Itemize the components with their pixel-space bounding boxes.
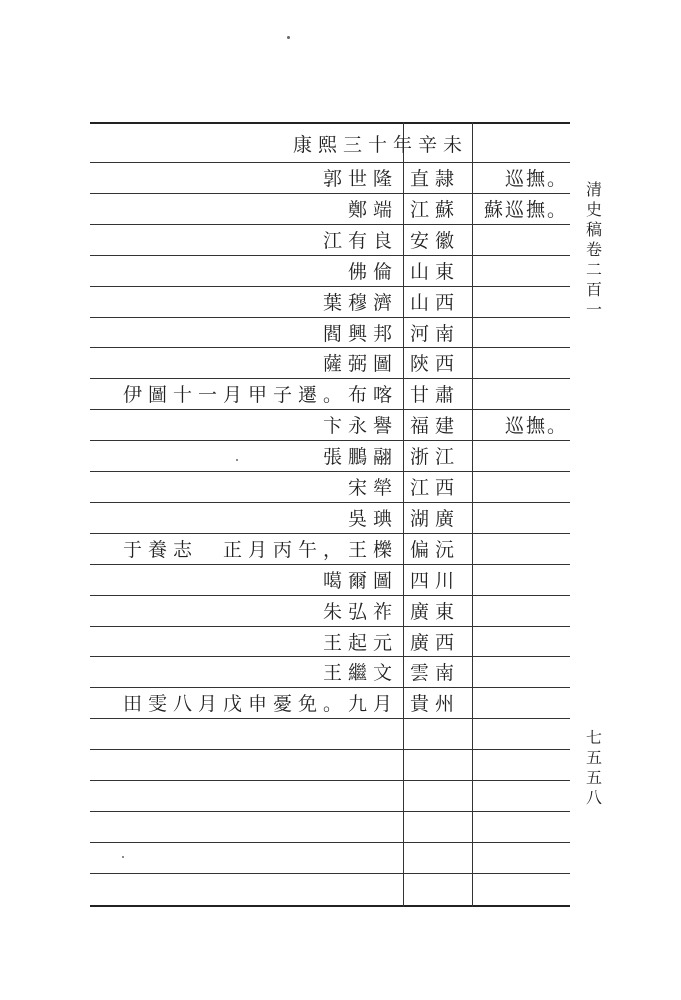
row-rule	[90, 749, 570, 750]
province-cell: 浙江	[410, 445, 461, 468]
province-cell: 廣東	[410, 600, 461, 623]
office-cell: 巡撫。	[504, 414, 568, 437]
office-cell	[476, 255, 568, 285]
bottom-rule	[90, 905, 570, 907]
province-cell: 山西	[410, 291, 461, 314]
margin-book-title: 清史稿卷二百一	[585, 180, 602, 319]
office-cell	[476, 378, 568, 408]
scan-speck	[236, 459, 238, 461]
official-cell: 閻興邦	[322, 322, 398, 345]
province-cell: 江西	[410, 476, 461, 499]
office-cell	[476, 687, 568, 717]
official-cell: 郭世隆	[322, 167, 398, 190]
province-cell: 甘肅	[410, 383, 461, 406]
province-cell: 直隷	[410, 167, 461, 190]
province-cell: 貴州	[410, 692, 461, 715]
official-cell: 王起元	[322, 631, 398, 654]
official-cell: 佛倫	[347, 260, 398, 283]
row-rule	[90, 811, 570, 812]
official-cell: 噶爾圖	[322, 569, 398, 592]
official-cell: 伊圖十一月甲子遷。布喀	[122, 383, 398, 406]
office-cell	[476, 471, 568, 501]
official-cell: 張鵬翮	[322, 445, 398, 468]
office-cell	[476, 533, 568, 563]
office-cell	[476, 595, 568, 625]
province-cell: 四川	[410, 569, 461, 592]
official-cell: 于養志 正月丙午，王櫟	[122, 538, 398, 561]
province-cell: 陝西	[410, 352, 461, 375]
office-cell	[476, 347, 568, 377]
official-cell: 朱弘祚	[322, 600, 398, 623]
office-cell	[476, 626, 568, 656]
margin-page-number: 七五五八	[585, 728, 602, 807]
province-cell: 山東	[410, 260, 461, 283]
office-cell: 巡撫。	[504, 167, 568, 190]
office-cell	[476, 564, 568, 594]
official-cell: 宋犖	[347, 476, 398, 499]
office-cell	[476, 317, 568, 347]
scan-speck	[287, 36, 290, 39]
top-rule	[90, 122, 570, 124]
province-cell: 偏沅	[410, 538, 461, 561]
scan-speck	[122, 856, 124, 858]
office-cell: 蘇巡撫。	[483, 198, 568, 221]
office-cell	[476, 656, 568, 686]
official-cell: 王繼文	[322, 661, 398, 684]
official-cell: 鄭端	[347, 198, 398, 221]
row-rule	[90, 718, 570, 719]
official-cell: 吳琠	[347, 507, 398, 530]
official-cell: 田雯八月戊申憂免。九月	[122, 692, 398, 715]
province-cell: 福建	[410, 414, 461, 437]
province-cell: 雲南	[410, 661, 461, 684]
office-cell	[476, 502, 568, 532]
province-cell: 江蘇	[410, 198, 461, 221]
office-cell	[476, 224, 568, 254]
province-cell: 安徽	[410, 229, 461, 252]
province-cell: 廣西	[410, 631, 461, 654]
province-cell: 湖廣	[410, 507, 461, 530]
official-cell: 江有良	[322, 229, 398, 252]
table-header-year: 康熙三十年辛未	[292, 133, 468, 156]
official-cell: 薩弼圖	[322, 352, 398, 375]
column-separator-left	[403, 122, 404, 907]
official-cell: 卞永譽	[322, 414, 398, 437]
column-separator-right	[472, 122, 473, 907]
office-cell	[476, 440, 568, 470]
official-cell: 葉穆濟	[322, 291, 398, 314]
province-cell: 河南	[410, 322, 461, 345]
office-cell	[476, 286, 568, 316]
row-rule	[90, 873, 570, 874]
row-rule	[90, 780, 570, 781]
row-rule	[90, 842, 570, 843]
